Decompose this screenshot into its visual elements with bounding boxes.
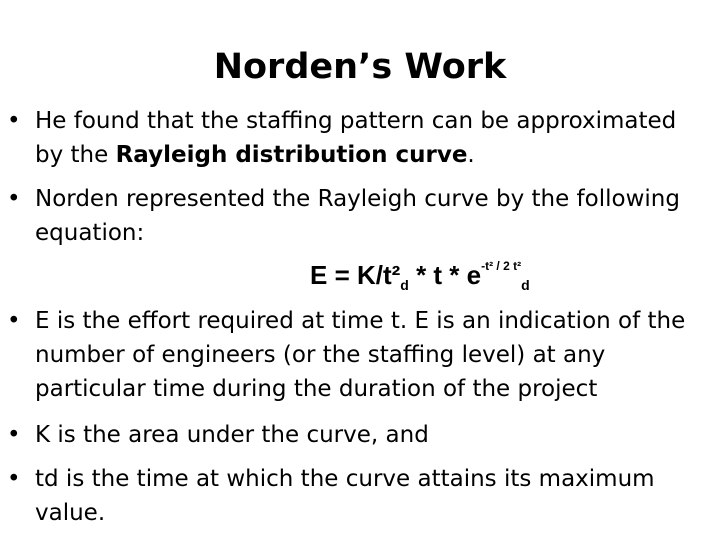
bullet-5-text: td is the time at which the curve attains its maximum value. bbox=[35, 466, 655, 526]
bullet-dot: • bbox=[7, 186, 21, 212]
rayleigh-equation bbox=[310, 246, 530, 305]
equation-sub-2: d bbox=[521, 277, 530, 293]
bullet-4 bbox=[7, 418, 700, 452]
equation-exponent: -t² / 2 t² bbox=[481, 259, 522, 273]
bullet-1-bold: Rayleigh distribution curve bbox=[115, 142, 468, 168]
bullet-1-post: . bbox=[467, 142, 475, 168]
bullet-2-text: Norden represented the Rayleigh curve by the following equation: bbox=[35, 186, 680, 246]
equation-sub-1: d bbox=[400, 277, 409, 293]
bullet-2 bbox=[7, 182, 700, 250]
bullet-dot: • bbox=[7, 108, 21, 134]
bullet-5 bbox=[7, 462, 700, 530]
bullet-3-text: E is the effort required at time t. E is an indication of the number of engineers (or the staffing level) at any particular time during the duration of the project bbox=[35, 308, 686, 402]
bullet-3 bbox=[7, 304, 700, 406]
bullet-1-pre: He found that the staffing pattern can be approximated by the bbox=[35, 108, 677, 168]
bullet-4-text: K is the area under the curve, and bbox=[35, 422, 429, 448]
bullet-dot: • bbox=[7, 422, 21, 448]
equation-middle: * t * e bbox=[408, 260, 482, 290]
bullet-1 bbox=[7, 104, 700, 172]
equation-lhs: E = K/t² bbox=[310, 260, 401, 290]
bullet-dot: • bbox=[7, 308, 21, 334]
bullet-dot: • bbox=[7, 466, 21, 492]
bullet-1-text bbox=[35, 104, 700, 172]
slide-title: Norden’s Work bbox=[213, 47, 507, 87]
